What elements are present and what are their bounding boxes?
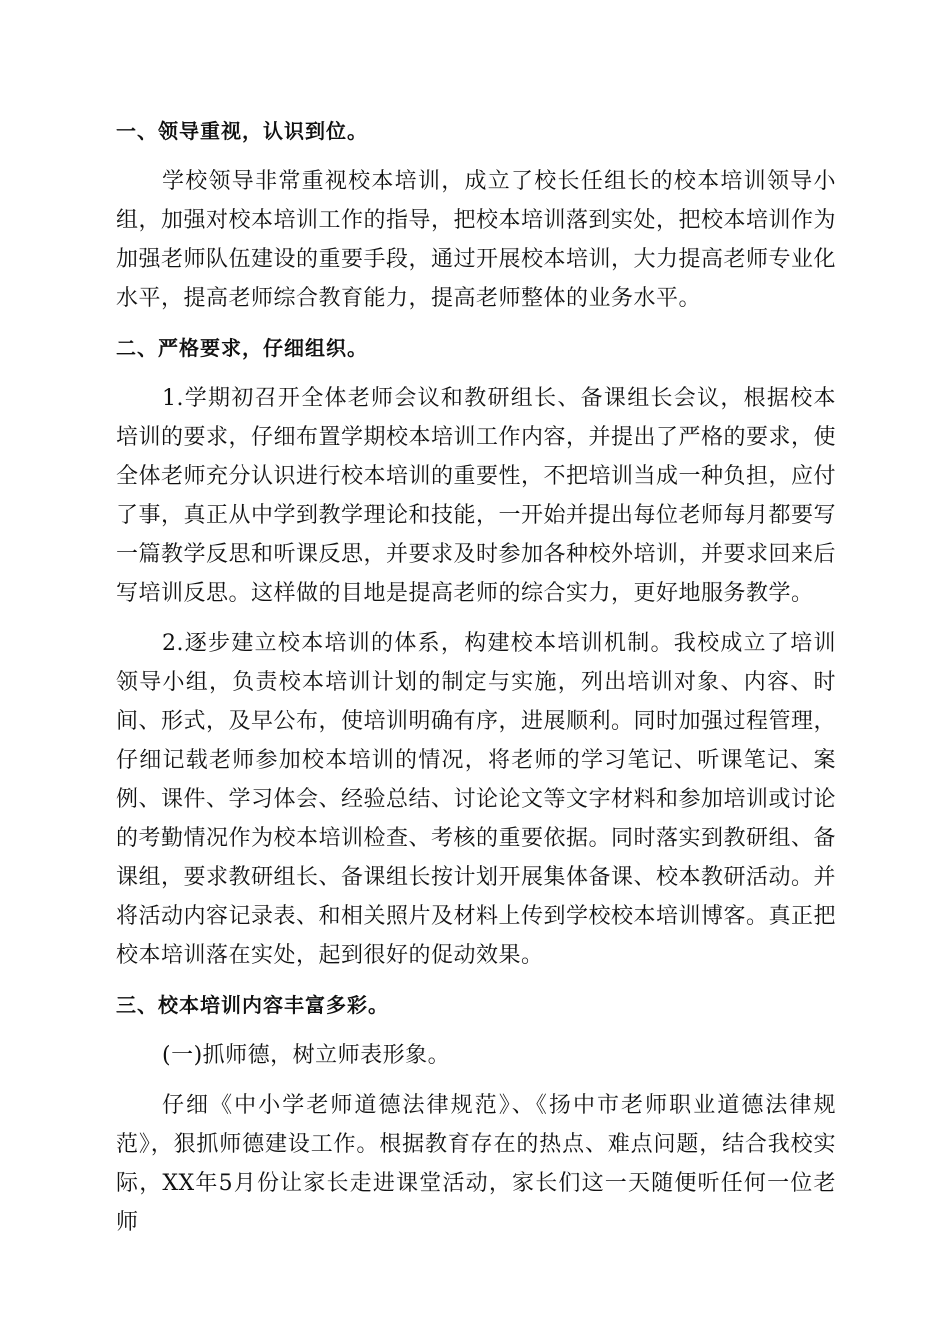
section-heading-2: 二、严格要求，仔细组织。 <box>116 336 368 360</box>
document-body <box>116 112 836 1253</box>
section-3-paragraph-1: 仔细《中小学老师道德法律规范》、《扬中市老师职业道德法律规范》，狠抓师德建设工作。根据教育存在的热点、难点问题，结合我校实际，XX年5月份让家长走进课堂活动，家长们这一天随便听任何一位老师 <box>116 1093 836 1235</box>
section-heading-3: 三、校本培训内容丰富多彩。 <box>116 993 389 1017</box>
section-2-paragraph-1: 1.学期初召开全体老师会议和教研组长、备课组长会议，根据校本培训的要求，仔细布置学期校本培训工作内容，并提出了严格的要求，使全体老师充分认识进行校本培训的重要性，不把培训当成一种负担，应付了事，真正从中学到教学理论和技能，一开始并提出每位老师每月都要写一篇教学反思和听课反思，并要求及时参加各种校外培训，并要求回来后写培训反思。这样做的目地是提高老师的综合实力，更好地服务教学。 <box>116 386 837 606</box>
section-2-paragraph-2: 2.逐步建立校本培训的体系，构建校本培训机制。我校成立了培训领导小组，负责校本培训计划的制定与实施，列出培训对象、内容、时间、形式，及早公布，使培训明确有序，进展顺利。同时加强过程管理，仔细记载老师参加校本培训的情况，将老师的学习笔记、听课笔记、案例、课件、学习体会、经验总结、讨论论文等文字材料和参加培训或讨论的考勤情况作为校本培训检查、考核的重要依据。同时落实到教研组、备课组，要求教研组长、备课组长按计划开展集体备课、校本教研活动。并将活动内容记录表、和相关照片及材料上传到学校校本培训博客。真正把校本培训落在实处，起到很好的促动效果。 <box>116 631 837 968</box>
section-heading-1: 一、领导重视，认识到位。 <box>116 119 368 143</box>
section-1-paragraph-1: 学校领导非常重视校本培训，成立了校长任组长的校本培训领导小组，加强对校本培训工作的指导，把校本培训落到实处，把校本培训作为加强老师队伍建设的重要手段，通过开展校本培训，大力提高老师专业化水平，提高老师综合教育能力，提高老师整体的业务水平。 <box>116 169 837 311</box>
section-3-subheading: (一)抓师德，树立师表形象。 <box>162 1043 451 1068</box>
